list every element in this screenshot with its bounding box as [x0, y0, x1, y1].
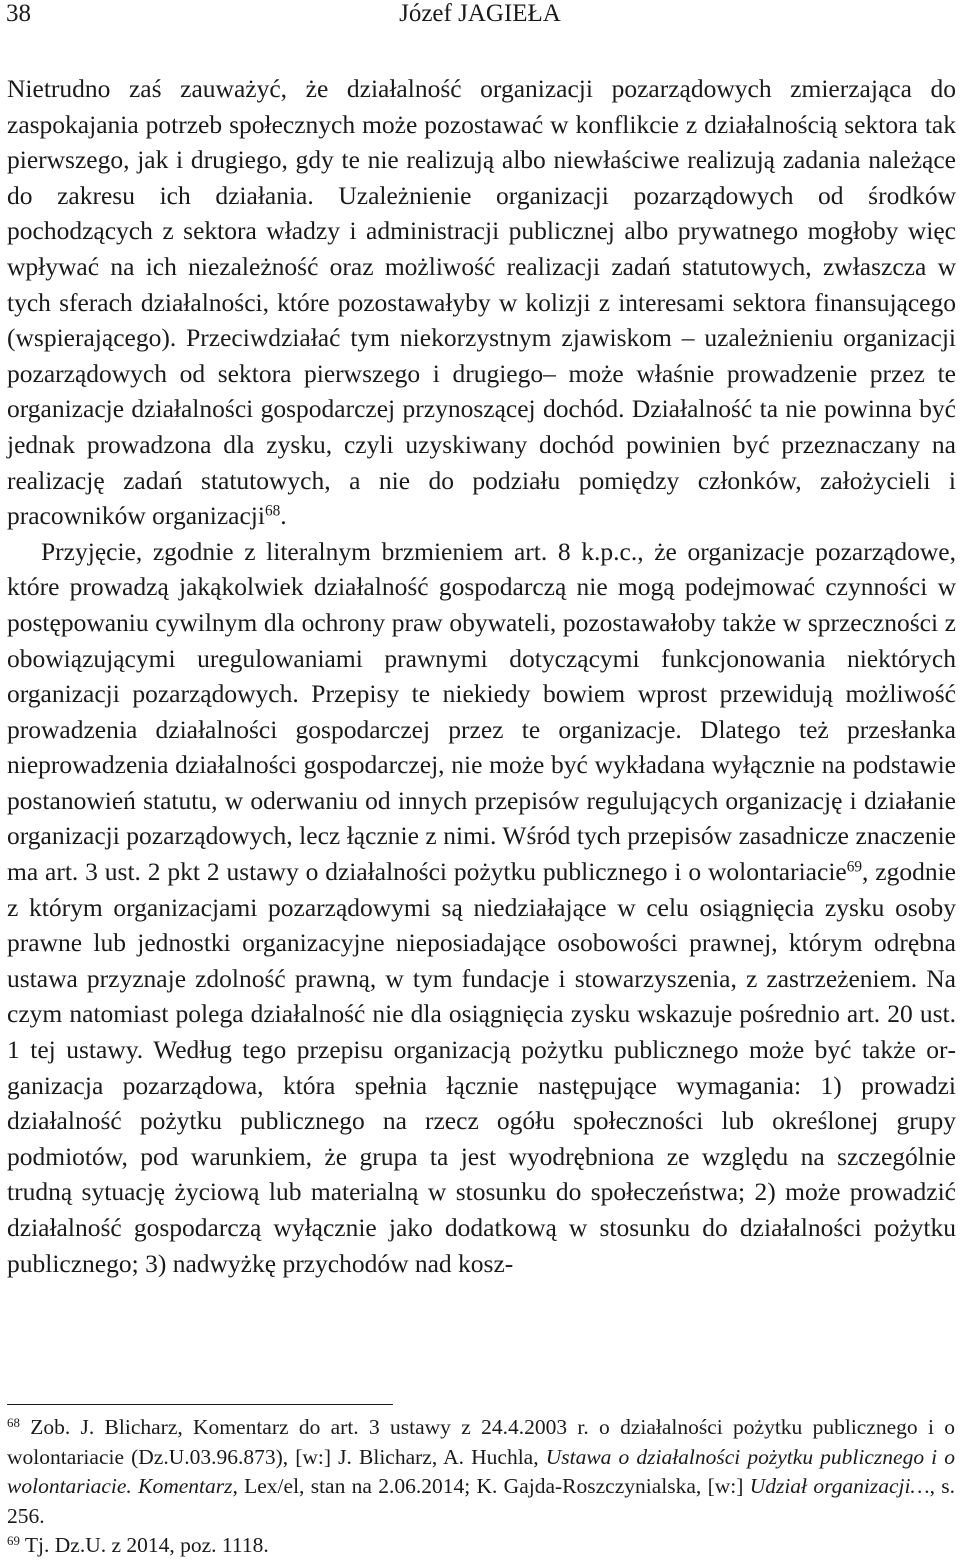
paragraph-1-text: Nietrudno zaś zauważyć, że działalność organizacji pozarządowych zmierzająca do zaspokajania potrzeb społecznych może pozostawać w konflikcie z działalnością sektora tak pierwszego, jak i drugiego, gdy te nie realizują albo niewłaściwe realizują zadania należące do zakresu ich działania. Uzależnienie organizacji pozarządowych od środków pochodzących z sektora władzy i administracji publicznej albo prywatnego mogłoby więc wpływać na ich niezależność oraz możliwość realizacji zadań statutowych, zwłaszcza w tych sferach działalności, które pozostawałyby w kolizji z interesami sektora finansującego (wspierającego). Przeciwdziałać tym niekorzystnym zjawiskom – uzależnieniu organizacji pozarządowych od sektora pierwszego i drugiego– może właśnie prowadzenie przez te organizacje działalności gospodarczej przynoszącej dochód. Działalność ta nie powinna być jednak prowadzona dla zysku, czyli uzyskiwany dochód powinien być przeznaczany na realizację zadań statutowych, a nie do podziału pomiędzy członków, założycieli i pracowników organizacji	[7, 74, 956, 531]
footnote-68-text-b: , Lex/el, stan na 2.06.2014; K. Gajda-Roszczynialska, [w:]	[232, 1474, 750, 1499]
paragraph-1	[7, 71, 956, 534]
paragraph-2	[7, 534, 956, 1281]
main-text	[7, 71, 956, 1281]
paragraph-2-text: Przyjęcie, zgodnie z literalnym brzmieniem art. 8 k.p.c., że organizacje pozarządowe, które prowadzą jakąkolwiek działalność gospodarczą nie mogą podejmować czynności w postępowaniu cywilnym dla ochrony praw obywateli, pozostawałoby także w sprzeczności z obowiązującymi uregulowaniami prawnymi dotyczącymi funkcjonowania niektórych organizacji pozarządowych. Przepisy te niekiedy bowiem wprost przewidują możliwość prowadzenia działalności gospodarczej przez te organizacje. Dlatego też przesłanka nieprowadzenia działalności gospodarczej, nie może być wykładana wyłącznie na podstawie postanowień statutu, w oderwaniu od innych przepisów regulujących organizację i działanie organizacji pozarządowych, lecz łącznie z nimi. Wśród tych przepisów zasadnicze znaczenie ma art. 3 ust. 2 pkt 2 ustawy o działalności pożytku publicznego i o wolontariacie	[7, 536, 956, 887]
paragraph-1-end: .	[280, 501, 287, 531]
footnote-ref-68[interactable]: 68	[264, 502, 281, 520]
footnote-ref-69[interactable]: 69	[846, 858, 863, 876]
footnotes	[7, 1413, 955, 1561]
running-head	[6, 0, 954, 28]
footnote-68-text-a: Zob. J. Blicharz, Komentarz do art. 3 ustawy z 24.4.2003 r. o działalności pożytku publicznego i o wolontariacie (Dz.U.03.96.873), [w:] J. Blicharz, A. Huchla,	[7, 1415, 955, 1469]
footnote-68-title-1: Ustawa o działalności pożytku publicznego i o wolontariacie. Komentarz	[7, 1444, 955, 1499]
footnote-68-text-c: , s. 256.	[7, 1474, 956, 1528]
footnote-68-title-2: Udział organizacji…	[749, 1474, 930, 1499]
page-number: 38	[6, 0, 31, 27]
footnote-separator	[7, 1404, 393, 1405]
footnote-69	[7, 1531, 955, 1561]
footnote-68-number: 68	[7, 1415, 20, 1430]
paragraph-2-continued: , zgodnie z którym organizacjami pozarządowymi są niedziałające w celu osiągnięcia zysku osoby prawne lub jednostki organizacyjne nieposiadające osobowości prawnej, którym odrębna ustawa przyznaje zdolność prawną, w tym fundacje i stowarzyszenia, z zastrzeżeniem. Na czym natomiast polega działalność nie dla osiągnięcia zysku wskazuje pośrednio art. 20 ust. 1 tej ustawy. Według tego przepisu organizacją pożytku publicznego może być także organizacja pozarządowa, która spełnia łącznie następujące wymagania: 1) prowadzi działalność pożytku publicznego na rzecz ogółu społeczności lub określonej grupy podmiotów, pod warunkiem, że grupa ta jest wyodrębniona ze względu na szczególnie trudną sytuację życiową lub materialną w stosunku do społeczeństwa; 2) może prowadzić działalność gospodarczą wyłącznie jako dodatkową w stosunku do działalności pożytku publicznego; 3) nadwyżkę przychodów nad kosz-	[7, 857, 956, 1278]
footnote-69-number: 69	[7, 1534, 20, 1549]
footnote-68	[7, 1413, 955, 1531]
running-head-author: Józef JAGIEŁA	[399, 0, 561, 27]
footnote-69-text: Tj. Dz.U. z 2014, poz. 1118.	[24, 1533, 269, 1558]
